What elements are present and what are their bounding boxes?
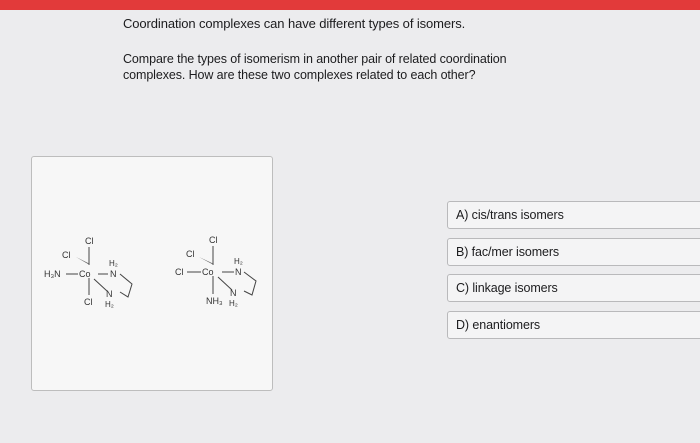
complex-figure — [31, 156, 273, 391]
right-wedge-ligand: Cl — [186, 249, 195, 259]
choice-a-label: A) cis/trans isomers — [456, 208, 564, 222]
right-metal: Co — [202, 267, 214, 277]
choice-c-button[interactable] — [447, 274, 700, 302]
left-top-ligand: Cl — [85, 236, 94, 246]
left-chelate-top-h: H₂ — [109, 259, 118, 268]
question-intro: Coordination complexes can have different types of isomers. — [123, 16, 466, 31]
right-chelate-top-n: N — [235, 267, 242, 277]
right-chelate-bottom-h: H₂ — [229, 299, 238, 308]
choice-a-button[interactable] — [447, 201, 700, 229]
right-top-ligand: Cl — [209, 235, 218, 245]
right-chelate-top-h: H₂ — [234, 257, 243, 266]
complex-right — [175, 235, 256, 308]
choice-b-label: B) fac/mer isomers — [456, 245, 560, 259]
right-chelate-bottom-n: N — [230, 288, 237, 298]
question-prompt: Compare the types of isomerism in another pair of related coordination complexes. How are these two complexes related to each other? — [123, 52, 507, 82]
left-left-ligand: H₃N — [44, 269, 61, 279]
left-metal: Co — [79, 269, 91, 279]
complex-left — [44, 236, 132, 309]
left-chelate-bottom-h: H₂ — [105, 300, 114, 309]
left-chelate-bottom-n: N — [106, 289, 113, 299]
complex-structures — [32, 157, 272, 390]
choice-d-button[interactable] — [447, 311, 700, 339]
right-left-ligand: Cl — [175, 267, 184, 277]
top-accent-bar — [0, 0, 700, 10]
left-chelate-top-n: N — [110, 269, 117, 279]
choice-c-label: C) linkage isomers — [456, 281, 558, 295]
choice-b-button[interactable] — [447, 238, 700, 266]
left-bottom-ligand: Cl — [84, 297, 93, 307]
left-wedge-ligand: Cl — [62, 250, 71, 260]
right-bottom-ligand: NH₃ — [206, 296, 223, 306]
choice-d-label: D) enantiomers — [456, 318, 541, 332]
